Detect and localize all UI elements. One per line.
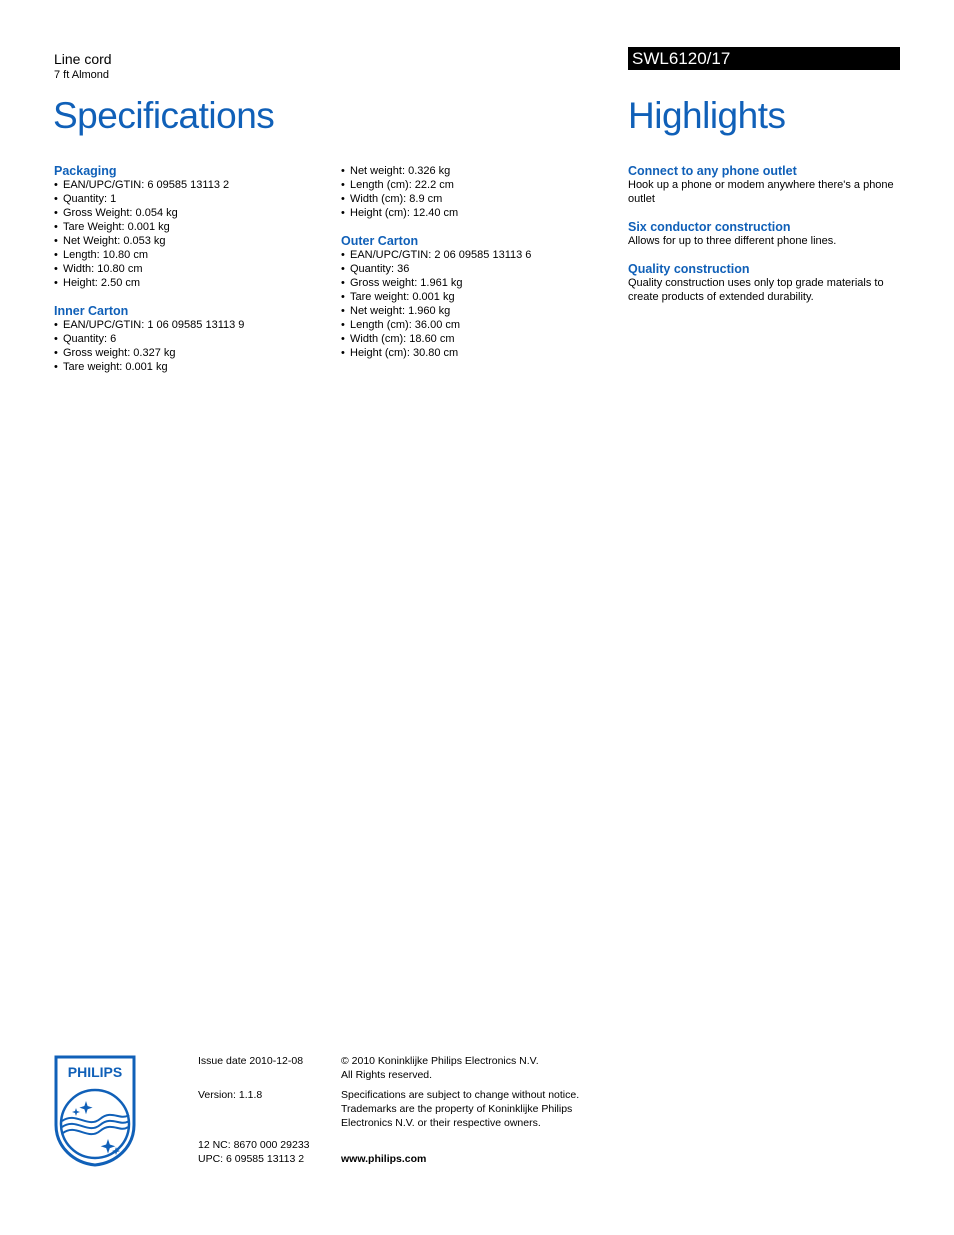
list-item: • Length: 10.80 cm: [54, 248, 324, 262]
list-item: • Tare Weight: 0.001 kg: [54, 220, 324, 234]
list-item: • Quantity: 36: [341, 262, 611, 276]
list-item: • Quantity: 6: [54, 332, 324, 346]
list-item: • Gross Weight: 0.054 kg: [54, 206, 324, 220]
list-item: • Length (cm): 36.00 cm: [341, 318, 611, 332]
list-item: • Width: 10.80 cm: [54, 262, 324, 276]
list-item: • Net Weight: 0.053 kg: [54, 234, 324, 248]
packaging-heading: Packaging: [54, 164, 117, 178]
list-item: • EAN/UPC/GTIN: 1 06 09585 13113 9: [54, 318, 324, 332]
upc-code: UPC: 6 09585 13113 2: [198, 1153, 305, 1165]
highlight-heading: Six conductor construction: [628, 220, 791, 234]
website-link[interactable]: www.philips.com: [341, 1153, 427, 1165]
logo-text: PHILIPS: [67, 1064, 123, 1080]
highlight-item: [628, 262, 903, 304]
highlight-item: [628, 220, 903, 248]
issue-date: Issue date 2010-12-08: [198, 1055, 304, 1067]
list-item: • Height (cm): 30.80 cm: [341, 346, 611, 360]
spec-column-2: [341, 164, 611, 360]
list-item: • Quantity: 1: [54, 192, 324, 206]
highlight-heading: Quality construction: [628, 262, 750, 276]
highlights-column: [628, 164, 903, 318]
version: Version: 1.1.8: [198, 1089, 263, 1101]
list-item: • Gross weight: 0.327 kg: [54, 346, 324, 360]
legal-notice: Specifications are subject to change without notice. Trademarks are the property of Koninklijke Philips Electronics N.V. or their respective owners.: [341, 1089, 580, 1129]
philips-shield-logo: [54, 1055, 136, 1167]
highlight-text: Hook up a phone or modem anywhere there's a phone outlet: [628, 179, 894, 205]
list-item: • Height (cm): 12.40 cm: [341, 206, 611, 220]
inner-carton-list-continued: [341, 164, 611, 220]
model-number-bar: SWL6120/17: [628, 47, 900, 70]
highlight-text: Quality construction uses only top grade materials to create products of extended durability.: [628, 277, 884, 303]
list-item: • Width (cm): 8.9 cm: [341, 192, 611, 206]
outer-carton-heading: Outer Carton: [341, 234, 419, 248]
list-item: • Tare weight: 0.001 kg: [341, 290, 611, 304]
packaging-list: [54, 178, 324, 290]
nc-code: 12 NC: 8670 000 29233: [198, 1139, 310, 1151]
highlight-heading: Connect to any phone outlet: [628, 164, 797, 178]
inner-carton-heading: Inner Carton: [54, 304, 129, 318]
list-item: • Net weight: 1.960 kg: [341, 304, 611, 318]
highlight-text: Allows for up to three different phone lines.: [628, 235, 837, 247]
list-item: • EAN/UPC/GTIN: 2 06 09585 13113 6: [341, 248, 611, 262]
list-item: • Height: 2.50 cm: [54, 276, 324, 290]
list-item: • Gross weight: 1.961 kg: [341, 276, 611, 290]
list-item: • Tare weight: 0.001 kg: [54, 360, 324, 374]
copyright: © 2010 Koninklijke Philips Electronics N.V. All Rights reserved.: [341, 1055, 539, 1081]
outer-carton-list: [341, 248, 611, 360]
product-variant: 7 ft Almond: [54, 69, 110, 81]
inner-carton-list: [54, 318, 324, 374]
list-item: • Width (cm): 18.60 cm: [341, 332, 611, 346]
product-codes: [198, 1138, 310, 1166]
highlight-item: [628, 164, 903, 206]
list-item: • EAN/UPC/GTIN: 6 09585 13113 2: [54, 178, 324, 192]
specifications-title: Specifications: [53, 95, 275, 136]
highlights-title: Highlights: [628, 95, 786, 136]
product-name: Line cord: [54, 51, 112, 67]
list-item: • Net weight: 0.326 kg: [341, 164, 611, 178]
spec-column-1: [54, 164, 324, 374]
list-item: • Length (cm): 22.2 cm: [341, 178, 611, 192]
